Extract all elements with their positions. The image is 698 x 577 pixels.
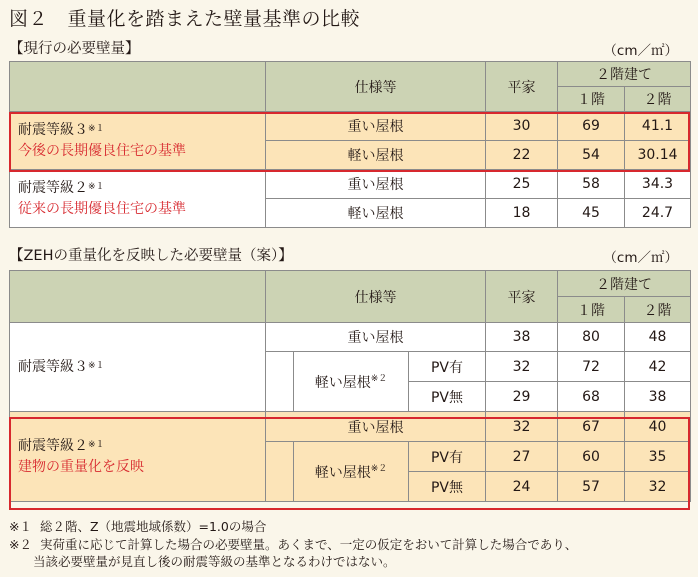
flat-value: 27 [486,442,558,472]
footnote-text: 総２階、Z（地震地域係数）=1.0の場合 [39,519,267,534]
first-floor-value: 80 [558,323,625,352]
header-second-floor: ２階 [625,297,691,323]
grade-label: 耐震等級３ [18,121,88,138]
grade-label: 耐震等級２ [18,179,88,196]
flat-value: 29 [486,382,558,412]
spec-cell: 重い屋根 [266,170,486,199]
second-floor-value: 34.3 [625,170,691,199]
note-mark: ※１ [88,439,105,450]
page-title: 図２ 重量化を踏まえた壁量基準の比較 [9,8,361,30]
second-floor-value: 42 [625,352,691,382]
row-label-grade2 [10,170,266,228]
spacer-cell [266,442,294,502]
row-label-grade2 [10,412,266,502]
second-floor-value: 38 [625,382,691,412]
light-roof-label: 軽い屋根 [314,374,371,391]
first-floor-value: 68 [558,382,625,412]
first-floor-value: 45 [558,199,625,228]
header-blank [10,62,266,112]
pv-cell: PV有 [409,352,486,382]
table1-label: 【現行の必要壁量】 [9,41,140,57]
spec-cell: 重い屋根 [266,112,486,141]
first-floor-value: 58 [558,170,625,199]
header-first-floor: １階 [558,297,625,323]
table2-label: 【ZEHの重量化を反映した必要壁量（案）】 [9,248,293,264]
pv-cell: PV無 [409,472,486,502]
footnote-mark: ※２ [9,537,32,552]
row-label-grade3 [10,323,266,412]
header-second-floor: ２階 [625,87,691,112]
header-first-floor: １階 [558,87,625,112]
spec-cell: 軽い屋根 [266,141,486,170]
row-label-grade3 [10,112,266,170]
second-floor-value: 32 [625,472,691,502]
first-floor-value: 54 [558,141,625,170]
header-blank [10,271,266,323]
grade-label: 耐震等級３ [18,358,88,375]
second-floor-value: 48 [625,323,691,352]
header-two-story: ２階建て [558,271,691,297]
grade-label: 耐震等級２ [18,437,88,454]
flat-value: 38 [486,323,558,352]
footnote-text: 当該必要壁量が見直し後の耐震等級の基準となるわけではない。 [33,554,396,569]
first-floor-value: 60 [558,442,625,472]
light-roof-cell [294,442,409,502]
flat-value: 24 [486,472,558,502]
second-floor-value: 30.14 [625,141,691,170]
light-roof-cell [294,352,409,412]
flat-value: 18 [486,199,558,228]
second-floor-value: 35 [625,442,691,472]
grade-sub-label: 従来の長期優良住宅の基準 [18,200,186,217]
table2-unit: （cm／㎡） [603,250,678,266]
note-mark: ※２ [370,373,388,384]
first-floor-value: 67 [558,412,625,442]
footnote-2 [9,536,577,553]
zeh-wall-table [9,270,691,502]
footnote-2-continued [9,553,396,570]
second-floor-value: 40 [625,412,691,442]
pv-cell: PV無 [409,382,486,412]
flat-value: 25 [486,170,558,199]
current-wall-table [9,61,691,228]
flat-value: 22 [486,141,558,170]
grade-sub-label: 建物の重量化を反映 [18,458,144,475]
flat-value: 32 [486,412,558,442]
header-flat: 平家 [486,62,558,112]
first-floor-value: 57 [558,472,625,502]
flat-value: 32 [486,352,558,382]
second-floor-value: 24.7 [625,199,691,228]
note-mark: ※１ [88,360,105,371]
note-mark: ※２ [370,463,388,474]
flat-value: 30 [486,112,558,141]
table1-unit: （cm／㎡） [603,43,678,59]
footnote-text: 実荷重に応じて計算した場合の必要壁量。あくまで、一定の仮定をおいて計算した場合であり、 [39,537,578,552]
pv-cell: PV有 [409,442,486,472]
footnote-1 [9,518,266,535]
footnote-mark: ※１ [9,519,32,534]
grade-sub-label: 今後の長期優良住宅の基準 [18,142,186,159]
first-floor-value: 72 [558,352,625,382]
light-roof-label: 軽い屋根 [314,464,371,481]
spec-cell: 軽い屋根 [266,199,486,228]
first-floor-value: 69 [558,112,625,141]
header-spec: 仕様等 [266,62,486,112]
note-mark: ※１ [88,123,105,134]
header-spec: 仕様等 [266,271,486,323]
spec-cell: 重い屋根 [266,323,486,352]
header-two-story: ２階建て [558,62,691,87]
note-mark: ※１ [88,181,105,192]
spacer-cell [266,352,294,412]
second-floor-value: 41.1 [625,112,691,141]
header-flat: 平家 [486,271,558,323]
spec-cell: 重い屋根 [266,412,486,442]
